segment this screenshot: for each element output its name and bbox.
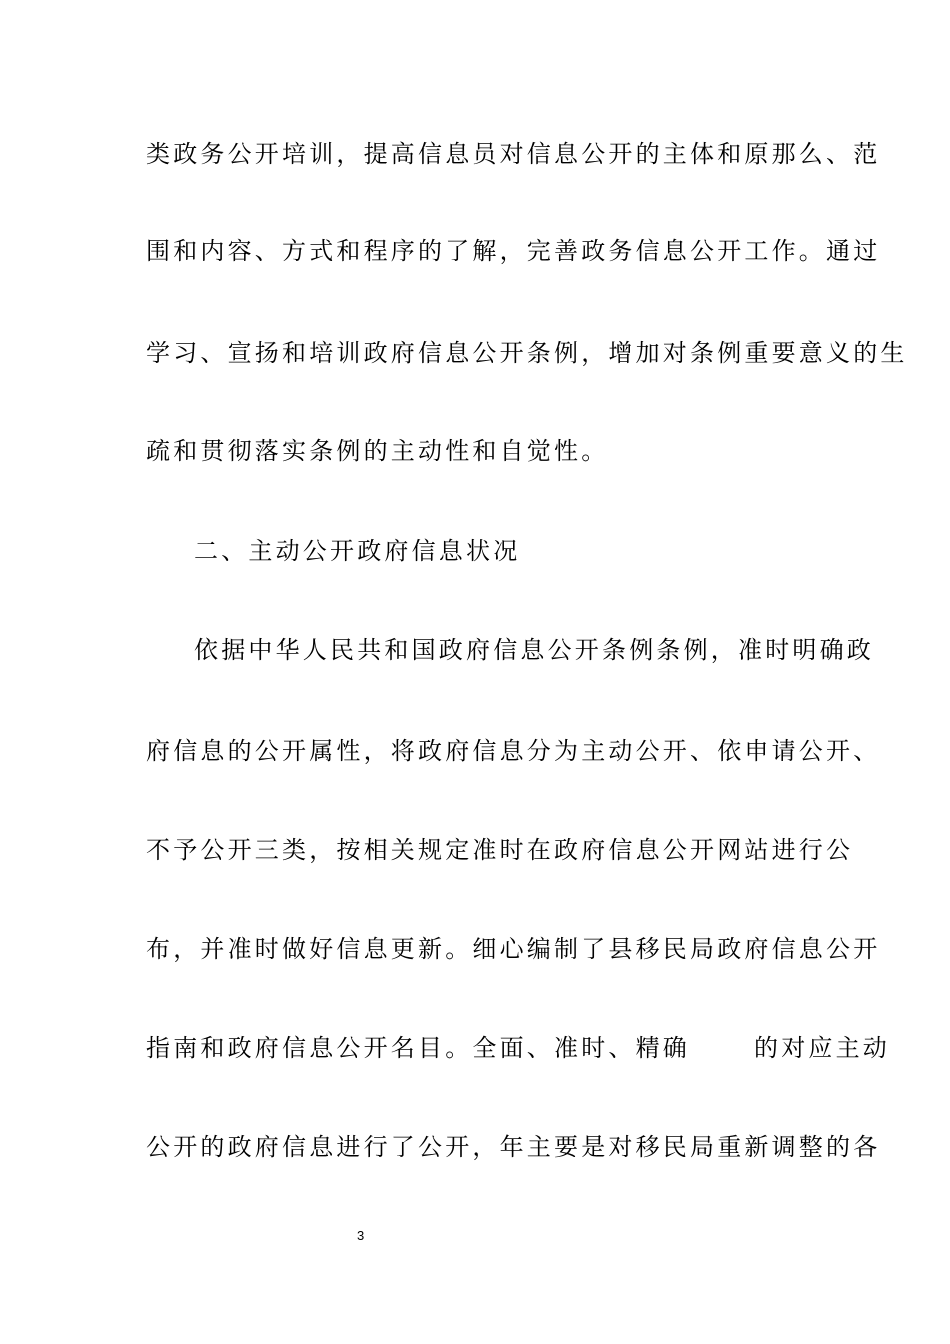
body-text-line: 学习、宣扬和培训政府信息公开条例，增加对条例重要意义的生 [146,339,908,367]
body-text-line [146,1032,890,1064]
body-text-line: 公开的政府信息进行了公开，年主要是对移民局重新调整的各 [146,1133,881,1161]
body-text-segment: 指南和政府信息公开名目。全面、准时、精确 [146,1034,690,1062]
body-text-line: 类政务公开培训，提高信息员对信息公开的主体和原那么、范 [146,140,881,168]
body-text-line: 布，并准时做好信息更新。细心编制了县移民局政府信息公开 [146,935,881,963]
body-text-line: 不予公开三类，按相关规定准时在政府信息公开网站进行公 [146,836,854,864]
body-text-line: 疏和贯彻落实条例的主动性和自觉性。 [146,437,609,465]
body-text-segment: 的对应主动 [754,1034,890,1062]
section-heading: 二、主动公开政府信息状况 [194,537,521,565]
body-text-line: 府信息的公开属性，将政府信息分为主动公开、依申请公开、 [146,737,881,765]
page-number: 3 [357,1228,365,1243]
body-text-line: 依据中华人民共和国政府信息公开条例条例，准时明确政 [194,636,874,664]
body-text-line: 围和内容、方式和程序的了解，完善政务信息公开工作。通过 [146,237,881,265]
